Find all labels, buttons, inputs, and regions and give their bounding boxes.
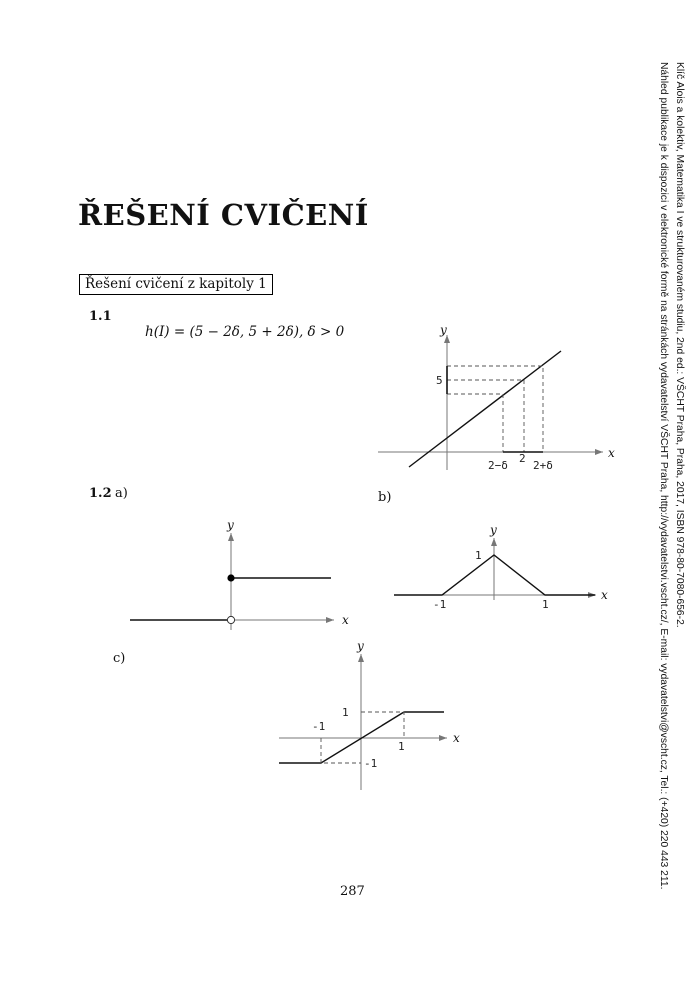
graph-1-2c-y-label: y — [357, 639, 364, 653]
graph-1-2c-label-y-minus-1: -1 — [364, 757, 378, 770]
graph-1-1b-x-tick-mid: 2 — [519, 452, 526, 465]
graph-1-2b-x-tick-right: 1 — [542, 598, 549, 611]
graph-1-1b-x-tick-right: 2+δ — [533, 459, 553, 472]
side-watermark — [655, 62, 687, 889]
graph-1-2b-y-tick: 1 — [475, 549, 482, 562]
y-axis-arrow-icon — [358, 654, 364, 662]
graph-1-2b-x-tick-left: -1 — [433, 598, 447, 611]
graph-1-2c-label-y-1: 1 — [342, 706, 349, 719]
exercise-1-2-subpart-c: c) — [113, 651, 126, 666]
graph-1-2b-x-label: x — [601, 588, 608, 602]
graph-1-1b-y-tick: 5 — [436, 374, 443, 387]
graph-1-2c-label-x-minus-1: -1 — [312, 720, 326, 733]
exercise-1-1-formula: h(I) = (5 − 2δ, 5 + 2δ), δ > 0 — [145, 324, 345, 340]
exercise-number-1-1: 1.1 — [89, 309, 112, 324]
graph-1-2b-y-label: y — [490, 523, 497, 537]
exercise-1-1-subpart-b: b) — [378, 490, 392, 505]
section-heading-box: Řešení cvičení z kapitoly 1 — [79, 274, 273, 295]
page-number: 287 — [340, 884, 365, 899]
page-title: ŘEŠENÍ CVIČENÍ — [78, 198, 369, 232]
x-axis-arrow-icon — [439, 735, 447, 741]
graph-1-2c-label-x-1: 1 — [398, 740, 405, 753]
side-watermark-line-2: Náhled publikace je k dispozici v elektronické formě na stránkách vydavatelství VŠCHT Praha, http://vydavatelstvi.vscht.cz/, E-mail: vydavatelstvi@vscht.cz, Tel.: (+420) 220 443 211. — [658, 62, 669, 890]
graph-1-1b-y-label: y — [440, 323, 447, 337]
side-watermark-line-1: Klíč Alois a kolektiv, Matematika I ve strukturovaném studiu, 2nd ed.: VŠCHT Praha, Praha, 2017, ISBN 978-80-7080-656-2. — [674, 62, 685, 628]
graph-1-1b-x-label: x — [608, 446, 615, 460]
graph-1-2c-x-label: x — [453, 731, 460, 745]
exercise-1-2-subpart-a: a) — [115, 486, 128, 501]
exercise-number-1-2: 1.2 — [89, 486, 112, 501]
graph-1-2a-y-label: y — [227, 518, 234, 532]
graph-1-2a-x-label: x — [342, 613, 349, 627]
graph-1-1b-x-tick-left: 2−δ — [488, 459, 508, 472]
